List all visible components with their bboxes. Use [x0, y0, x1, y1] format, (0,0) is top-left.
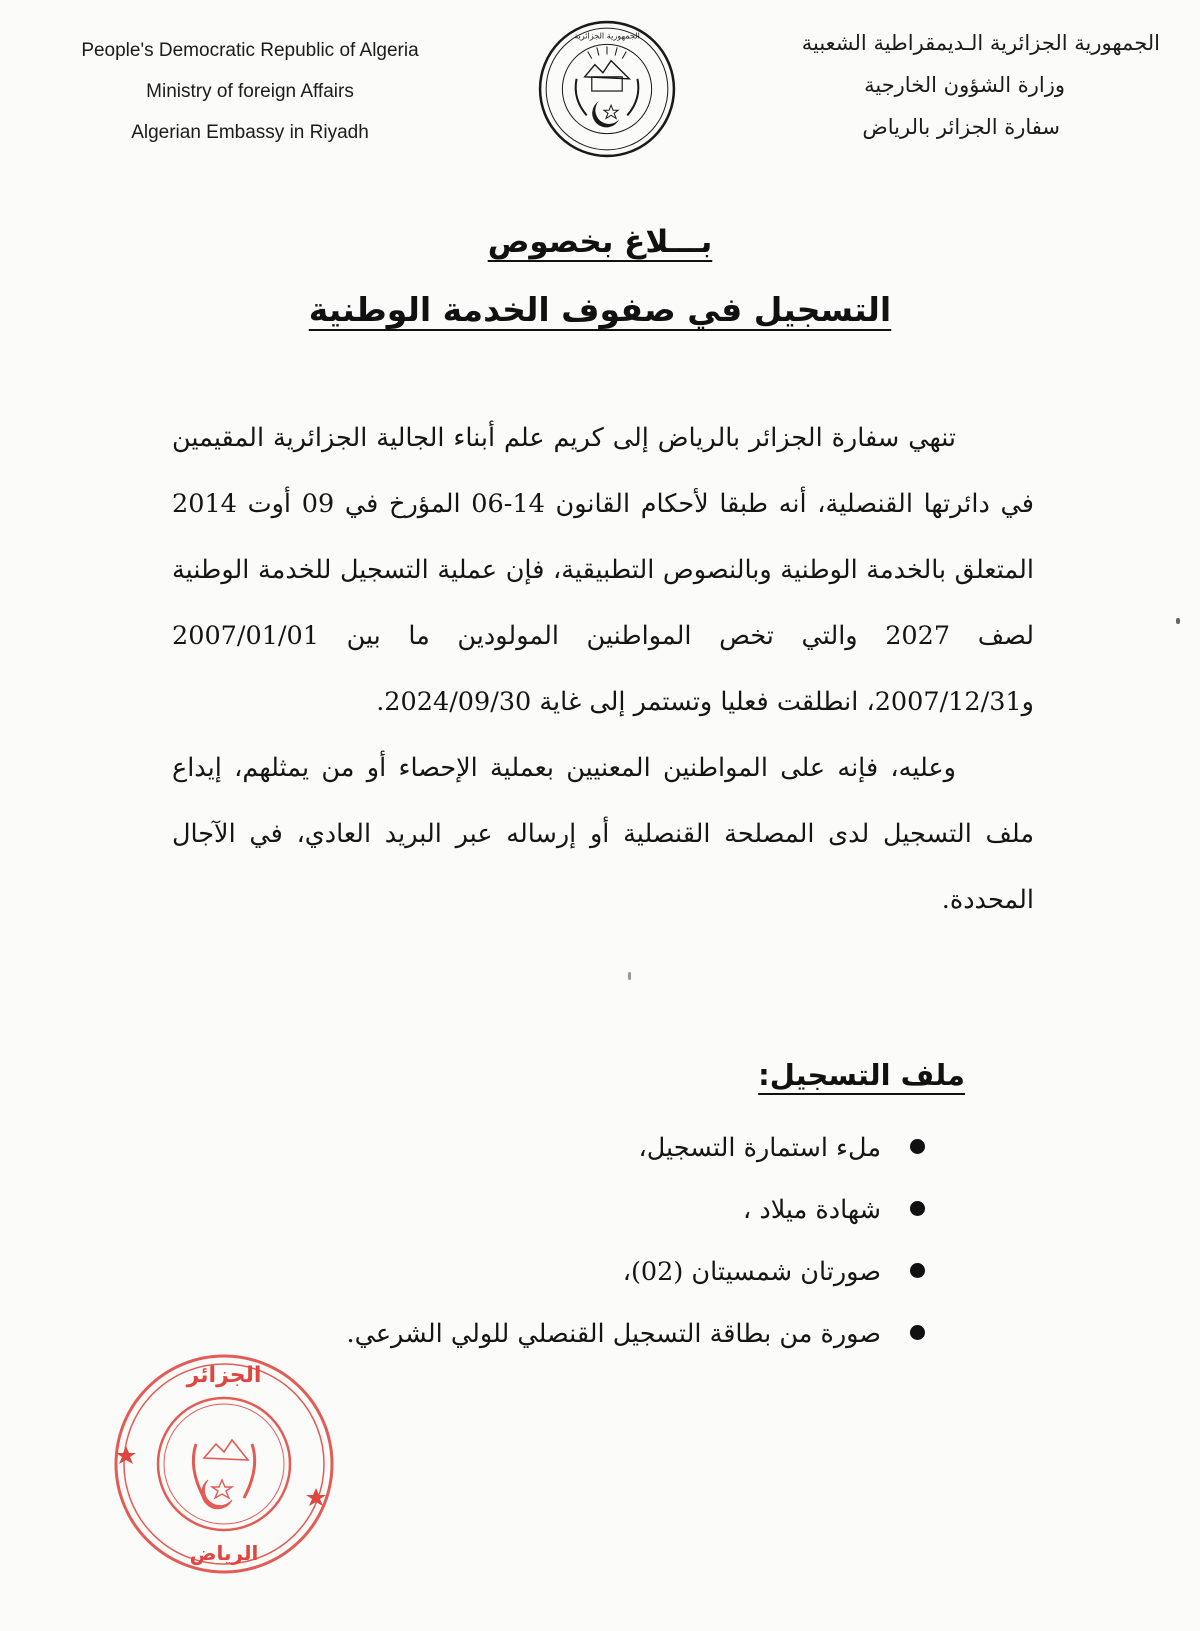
list-item: [225, 1190, 925, 1252]
header-ar-country: الجمهورية الجزائرية الـديمقراطية الشعبية: [801, 31, 1160, 55]
paper-speck: [628, 972, 631, 980]
list-item-text: صورة من بطاقة التسجيل القنصلي للولي الشرعي.: [346, 1319, 881, 1349]
header-en-ministry: Ministry of foreign Affairs: [146, 81, 354, 102]
stamp-top-text: الجزائر: [186, 1363, 262, 1388]
paper-speck: [1176, 618, 1180, 624]
header-en-embassy: Algerian Embassy in Riyadh: [131, 122, 369, 143]
state-seal-icon: [536, 18, 678, 160]
header-arabic: [720, 22, 1160, 148]
header-ar-ministry: وزارة الشؤون الخارجية: [864, 73, 1065, 97]
header-english: [50, 30, 450, 153]
registration-file-list: [225, 1128, 925, 1376]
bullet-icon: [910, 1263, 925, 1278]
announcement-subject: التسجيل في صفوف الخدمة الوطنية: [308, 290, 892, 329]
announcement-title: بـــلاغ بخصوص: [487, 224, 713, 260]
header-en-country: People's Democratic Republic of Algeria: [81, 40, 419, 61]
state-seal-graphic: [536, 18, 678, 160]
list-item-text: صورتان شمسيتان (02)،: [622, 1257, 881, 1287]
list-item: [225, 1128, 925, 1190]
announcement-body: [172, 405, 1034, 933]
list-item: [225, 1252, 925, 1314]
embassy-stamp-graphic: [108, 1348, 340, 1580]
list-item-text: شهادة ميلاد ،: [743, 1195, 881, 1225]
registration-file-heading: ملف التسجيل:: [758, 1058, 965, 1092]
bullet-icon: [910, 1139, 925, 1154]
bullet-icon: [910, 1325, 925, 1340]
list-item-text: ملء استمارة التسجيل،: [638, 1133, 881, 1163]
embassy-stamp-icon: [108, 1348, 340, 1580]
body-paragraph-1: تنهي سفارة الجزائر بالرياض إلى كريم علم أبناء الجالية الجزائرية المقيمين في دائرتها القنصلية، أنه طبقا لأحكام القانون 14-06 المؤرخ في 09 أوت 2014 المتعلق بالخدمة الوطنية وبالنصوص التطبيقية، فإن عملية التسجيل للخدمة الوطنية لصف 2027 والتي تخص المواطنين المولودين ما بين 2007/01/01 و2007/12/31، انطلقت فعليا وتستمر إلى غاية 2024/09/30.: [172, 423, 1034, 717]
bullet-icon: [910, 1201, 925, 1216]
body-paragraph-2: وعليه، فإنه على المواطنين المعنيين بعملية الإحصاء أو من يمثلهم، إيداع ملف التسجيل لدى المصلحة القنصلية أو إرساله عبر البريد العادي، في الآجال المحددة.: [172, 753, 1034, 915]
svg-text:الجمهورية الجزائرية: الجمهورية الجزائرية: [574, 30, 640, 41]
header-ar-embassy: سفارة الجزائر بالرياض: [862, 115, 1060, 139]
stamp-bottom-text: الرياض: [189, 1541, 259, 1565]
